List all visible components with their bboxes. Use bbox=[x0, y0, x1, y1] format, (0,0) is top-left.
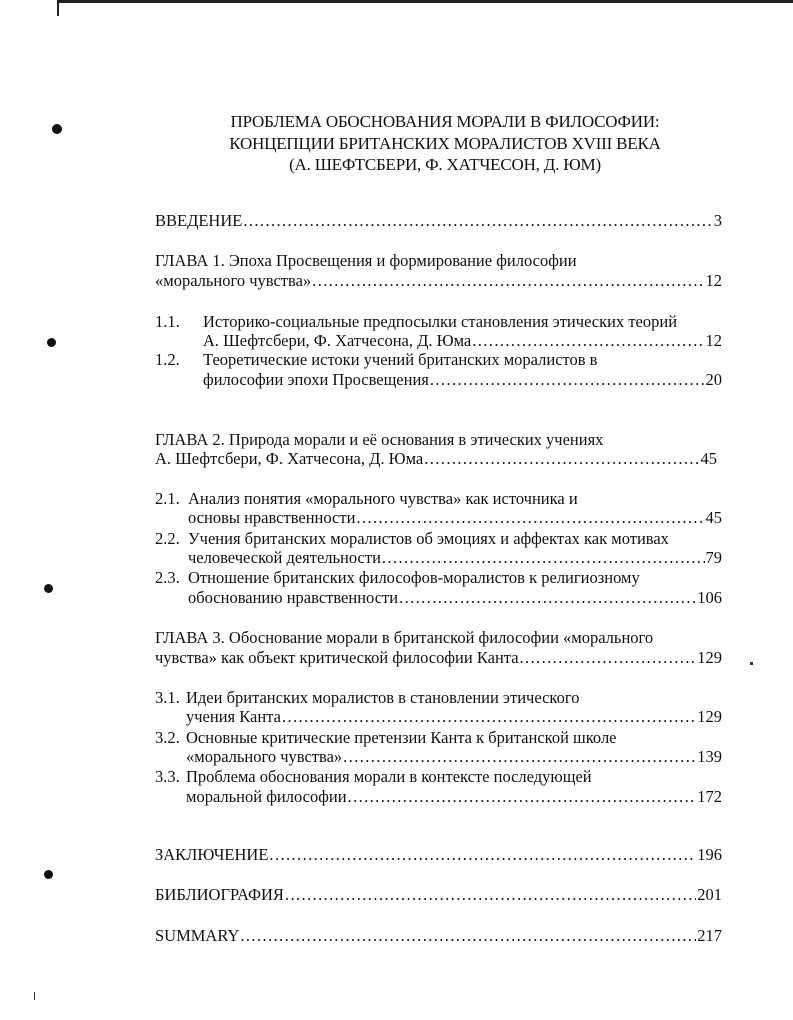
toc-section-number: 3.3. bbox=[155, 767, 180, 786]
toc-entry-label: SUMMARY bbox=[155, 926, 240, 945]
dot-leader bbox=[472, 331, 704, 351]
toc-section-number: 2.3. bbox=[155, 568, 180, 587]
toc-section-number: 3.2. bbox=[155, 728, 180, 747]
document-title-line-1: ПРОБЛЕМА ОБОСНОВАНИЯ МОРАЛИ В ФИЛОСОФИИ: bbox=[230, 112, 660, 131]
toc-entry-label: учения Канта bbox=[186, 707, 281, 726]
dot-leader bbox=[424, 449, 699, 469]
toc-entry-label: человеческой деятельности bbox=[188, 548, 381, 567]
document-title-line-2: КОНЦЕПЦИИ БРИТАНСКИХ МОРАЛИСТОВ XVIII ВЕКА bbox=[229, 134, 661, 153]
toc-page-number: 217 bbox=[697, 926, 722, 945]
toc-page-number: 12 bbox=[705, 331, 722, 350]
toc-page-number: 129 bbox=[697, 707, 722, 726]
dot-leader bbox=[282, 707, 696, 727]
toc-section-number: 1.1. bbox=[155, 312, 180, 331]
toc-section-number: 2.1. bbox=[155, 489, 180, 508]
toc-section-number: 3.1. bbox=[155, 688, 180, 707]
toc-entry-label: обоснованию нравственности bbox=[188, 588, 399, 607]
toc-entry-bibliography bbox=[155, 885, 722, 905]
toc-section-3-2-title: Основные критические претензии Канта к британской школе bbox=[186, 728, 617, 747]
dot-leader bbox=[356, 508, 704, 528]
toc-section-2-2-entry bbox=[188, 548, 722, 568]
toc-section-2-1-entry bbox=[188, 508, 722, 528]
dot-leader bbox=[240, 926, 696, 946]
punch-hole-mark bbox=[47, 338, 56, 347]
toc-page-number: 3 bbox=[713, 211, 722, 230]
toc-entry-label: моральной философии bbox=[186, 787, 347, 806]
toc-page-number: 201 bbox=[697, 885, 722, 904]
dot-leader bbox=[382, 548, 705, 568]
dot-leader bbox=[312, 271, 704, 291]
toc-section-2-3-title: Отношение британских философов-моралистов к религиозному bbox=[188, 568, 640, 587]
toc-section-3-3-entry bbox=[186, 787, 722, 807]
toc-chapter-2-entry bbox=[155, 449, 717, 469]
toc-entry-label: чувства» как объект критической философии Канта bbox=[155, 648, 519, 667]
top-border-line bbox=[58, 0, 793, 3]
toc-section-1-1-entry bbox=[203, 331, 722, 351]
dot-leader bbox=[269, 845, 696, 865]
punch-hole-mark bbox=[44, 584, 53, 593]
toc-section-3-2-entry bbox=[186, 747, 722, 767]
toc-entry-label: БИБЛИОГРАФИЯ bbox=[155, 885, 284, 904]
toc-page-number: 12 bbox=[705, 271, 722, 290]
scan-speck bbox=[750, 662, 753, 665]
toc-chapter-3-entry bbox=[155, 648, 722, 668]
dot-leader bbox=[520, 648, 697, 668]
toc-chapter-3-title: ГЛАВА 3. Обоснование морали в британской философии «морального bbox=[155, 628, 654, 647]
toc-entry-label: «морального чувства» bbox=[186, 747, 343, 766]
toc-entry-label: А. Шефтсбери, Ф. Хатчесона, Д. Юма bbox=[155, 449, 424, 468]
toc-entry-label: ВВЕДЕНИЕ bbox=[155, 211, 243, 230]
toc-section-2-3-entry bbox=[188, 588, 722, 608]
toc-entry-introduction bbox=[155, 211, 722, 231]
toc-entry-label: «морального чувства» bbox=[155, 271, 312, 290]
toc-section-2-2-title: Учения британских моралистов об эмоциях и аффектах как мотивах bbox=[188, 529, 669, 548]
toc-page-number: 139 bbox=[697, 747, 722, 766]
scan-speck bbox=[34, 992, 35, 1000]
toc-section-number: 1.2. bbox=[155, 350, 180, 369]
toc-section-number: 2.2. bbox=[155, 529, 180, 548]
toc-section-2-1-title: Анализ понятия «морального чувства» как источника и bbox=[188, 489, 578, 508]
dot-leader bbox=[343, 747, 696, 767]
toc-entry-label: ЗАКЛЮЧЕНИЕ bbox=[155, 845, 269, 864]
toc-section-1-2-title: Теоретические истоки учений британских моралистов в bbox=[203, 350, 598, 369]
toc-entry-label: основы нравственности bbox=[188, 508, 356, 527]
toc-page-number: 129 bbox=[697, 648, 722, 667]
toc-section-1-2-entry bbox=[203, 370, 722, 390]
dot-leader bbox=[399, 588, 696, 608]
toc-page-number: 196 bbox=[697, 845, 722, 864]
toc-chapter-1-title: ГЛАВА 1. Эпоха Просвещения и формирование философии bbox=[155, 251, 577, 270]
left-border-line bbox=[57, 0, 59, 16]
toc-section-3-1-title: Идеи британских моралистов в становлении этического bbox=[186, 688, 580, 707]
toc-entry-label: А. Шефтсбери, Ф. Хатчесона, Д. Юма bbox=[203, 331, 472, 350]
toc-page-number: 45 bbox=[700, 449, 717, 468]
punch-hole-mark bbox=[44, 870, 53, 879]
toc-entry-conclusion bbox=[155, 845, 722, 865]
document-title-line-3: (А. ШЕФТСБЕРИ, Ф. ХАТЧЕСОН, Д. ЮМ) bbox=[289, 155, 601, 174]
toc-page-number: 20 bbox=[705, 370, 722, 389]
punch-hole-mark bbox=[52, 124, 62, 134]
toc-page-number: 79 bbox=[705, 548, 722, 567]
toc-chapter-1-entry bbox=[155, 271, 722, 291]
toc-entry-summary bbox=[155, 926, 722, 946]
toc-page-number: 106 bbox=[697, 588, 722, 607]
toc-section-1-1-title: Историко-социальные предпосылки становления этических теорий bbox=[203, 312, 678, 331]
toc-chapter-2-title: ГЛАВА 2. Природа морали и её основания в этических учениях bbox=[155, 430, 604, 449]
toc-page-number: 45 bbox=[705, 508, 722, 527]
dot-leader bbox=[430, 370, 705, 390]
dot-leader bbox=[243, 211, 712, 231]
toc-section-3-3-title: Проблема обоснования морали в контексте последующей bbox=[186, 767, 592, 786]
toc-page-number: 172 bbox=[697, 787, 722, 806]
toc-entry-label: философии эпохи Просвещения bbox=[203, 370, 429, 389]
toc-section-3-1-entry bbox=[186, 707, 722, 727]
dot-leader bbox=[348, 787, 697, 807]
dot-leader bbox=[285, 885, 696, 905]
